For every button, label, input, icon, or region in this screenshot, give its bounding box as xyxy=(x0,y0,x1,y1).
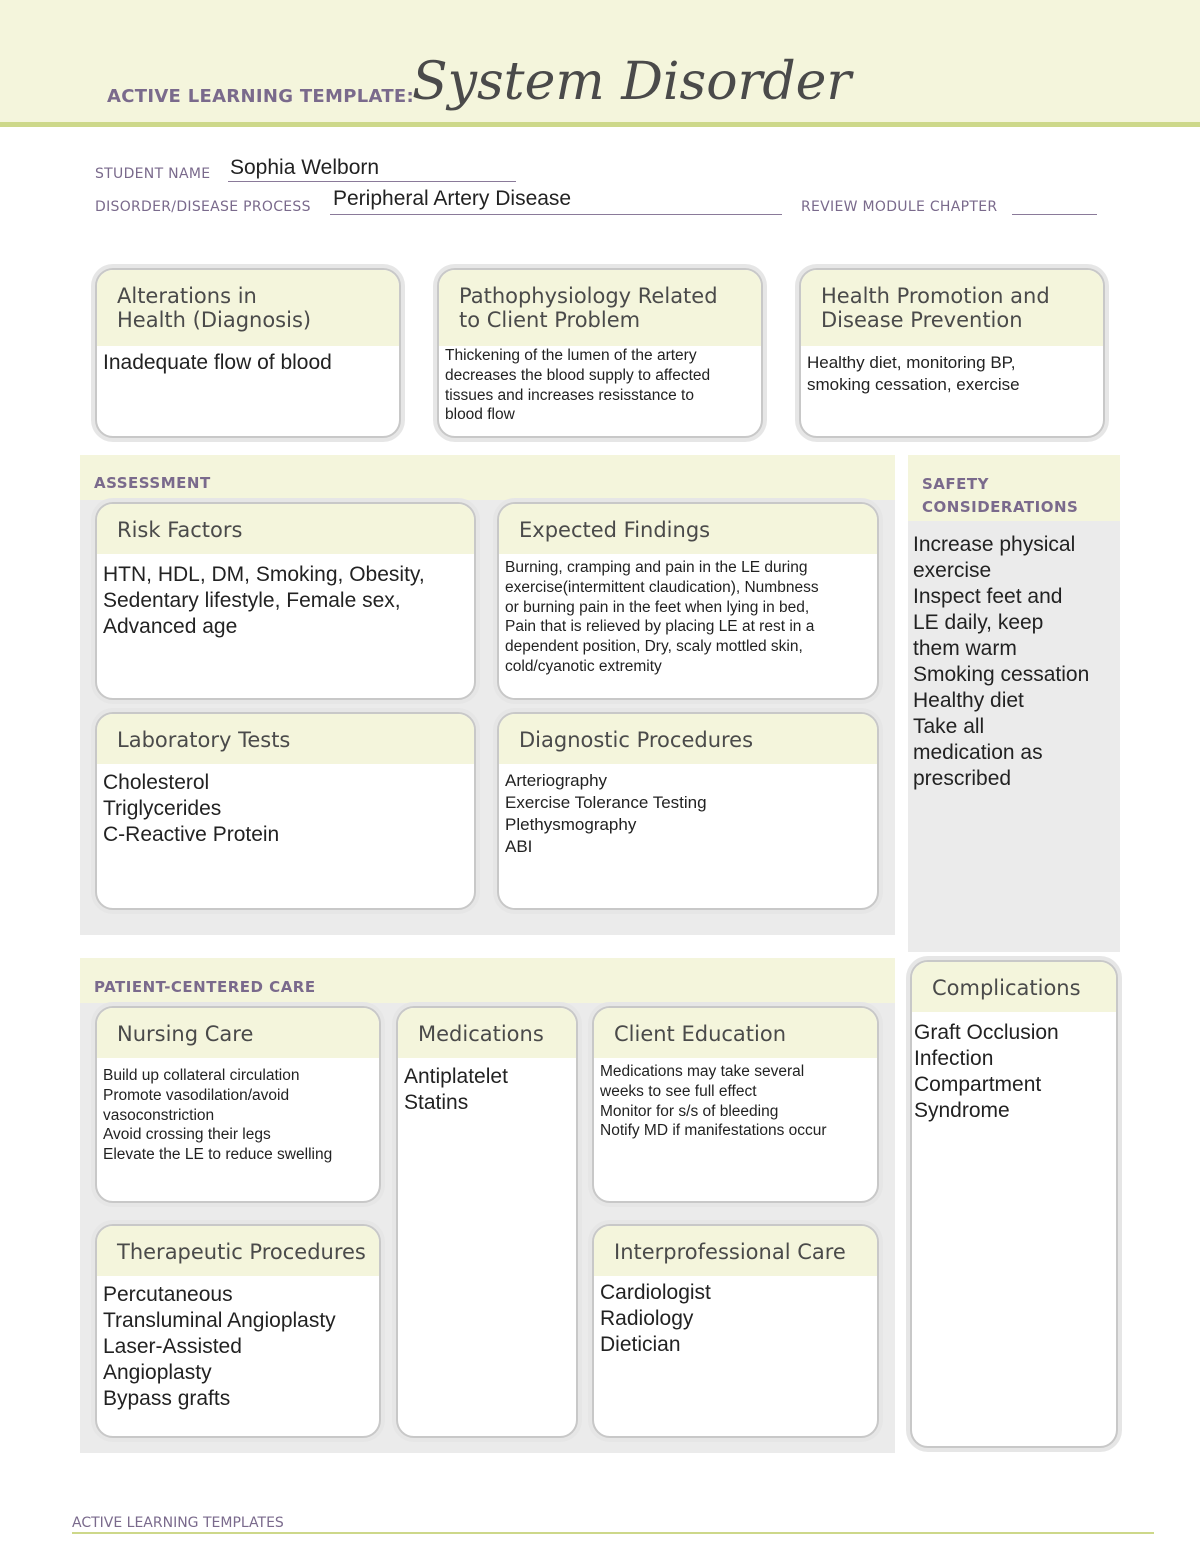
nursing-care-box xyxy=(95,1006,381,1203)
client-education-body[interactable]: Medications may take several weeks to see full effect Monitor for s/s of bleeding Notify MD if manifestations occur xyxy=(600,1063,827,1140)
therapeutic-procedures-title: Therapeutic Procedures xyxy=(97,1226,379,1276)
nursing-care-title: Nursing Care xyxy=(97,1008,379,1058)
alterations-body[interactable]: Inadequate flow of blood xyxy=(103,351,332,374)
interprofessional-care-title: Interprofessional Care xyxy=(594,1226,877,1276)
laboratory-tests-body[interactable]: Cholesterol Triglycerides C-Reactive Protein xyxy=(103,771,280,846)
diagnostic-procedures-body[interactable]: Arteriography Exercise Tolerance Testing Plethysmography ABI xyxy=(505,771,707,856)
nursing-care-body[interactable]: Build up collateral circulation Promote vasodilation/avoid vasoconstriction Avoid crossing their legs Elevate the LE to reduce swelling xyxy=(103,1067,333,1164)
alterations-box xyxy=(95,268,401,438)
complications-body[interactable]: Graft Occlusion Infection Compartment Syndrome xyxy=(914,1021,1059,1122)
medications-body[interactable]: Antiplatelet Statins xyxy=(404,1065,508,1114)
footer-text: ACTIVE LEARNING TEMPLATES xyxy=(72,1515,284,1531)
expected-findings-title: Expected Findings xyxy=(499,504,877,554)
assessment-label: ASSESSMENT xyxy=(94,474,211,492)
laboratory-tests-title: Laboratory Tests xyxy=(97,714,474,764)
risk-factors-body[interactable]: HTN, HDL, DM, Smoking, Obesity, Sedentary lifestyle, Female sex, Advanced age xyxy=(103,563,425,638)
safety-label: SAFETY CONSIDERATIONS xyxy=(922,475,1079,516)
therapeutic-procedures-box xyxy=(95,1224,381,1438)
student-name-field[interactable]: Sophia Welborn xyxy=(230,156,380,179)
complications-box xyxy=(910,960,1118,1448)
complications-title: Complications xyxy=(912,962,1116,1012)
student-name-label: STUDENT NAME xyxy=(95,166,211,182)
disorder-underline xyxy=(330,214,782,215)
laboratory-tests-box xyxy=(95,712,476,910)
disorder-label: DISORDER/DISEASE PROCESS xyxy=(95,199,311,215)
risk-factors-title: Risk Factors xyxy=(97,504,474,554)
health-promotion-box xyxy=(799,268,1105,438)
disorder-field[interactable]: Peripheral Artery Disease xyxy=(333,187,572,210)
interprofessional-care-body[interactable]: Cardiologist Radiology Dietician xyxy=(600,1281,711,1356)
risk-factors-box xyxy=(95,502,476,700)
student-name-underline xyxy=(228,181,516,182)
pathophysiology-box xyxy=(437,268,763,438)
expected-findings-body[interactable]: Burning, cramping and pain in the LE during exercise(intermittent claudication), Numbness or burning pain in the feet when lying in bed, Pain that is relieved by placing LE at rest in a dependent position, Dry, scaly mottled skin, cold/cyanotic extremity xyxy=(505,559,819,675)
therapeutic-procedures-body[interactable]: Percutaneous Transluminal Angioplasty Laser-Assisted Angioplasty Bypass grafts xyxy=(103,1283,336,1410)
pathophysiology-title: Pathophysiology Related to Client Problem xyxy=(439,270,761,346)
header-divider xyxy=(0,122,1200,127)
diagnostic-procedures-box xyxy=(497,712,879,910)
template-label: ACTIVE LEARNING TEMPLATE: xyxy=(107,86,414,107)
review-module-underline xyxy=(1012,214,1097,215)
medications-box xyxy=(396,1006,578,1438)
client-education-box xyxy=(592,1006,879,1203)
diagnostic-procedures-title: Diagnostic Procedures xyxy=(499,714,877,764)
footer-divider xyxy=(72,1532,1154,1534)
expected-findings-box xyxy=(497,502,879,700)
safety-body[interactable]: Increase physical exercise Inspect feet and LE daily, keep them warm Smoking cessation Healthy diet Take all medication as prescribed xyxy=(913,533,1090,790)
medications-title: Medications xyxy=(398,1008,576,1058)
health-promotion-title: Health Promotion and Disease Prevention xyxy=(801,270,1103,346)
review-module-label: REVIEW MODULE CHAPTER xyxy=(801,199,998,215)
client-education-title: Client Education xyxy=(594,1008,877,1058)
template-title: System Disorder xyxy=(412,52,852,112)
interprofessional-care-box xyxy=(592,1224,879,1438)
alterations-title: Alterations in Health (Diagnosis) xyxy=(97,270,399,346)
health-promotion-body[interactable]: Healthy diet, monitoring BP, smoking cessation, exercise xyxy=(807,353,1020,394)
patient-centered-care-label: PATIENT-CENTERED CARE xyxy=(94,978,316,996)
pathophysiology-body[interactable]: Thickening of the lumen of the artery decreases the blood supply to affected tissues and increases resisstance to blood flow xyxy=(445,347,711,424)
